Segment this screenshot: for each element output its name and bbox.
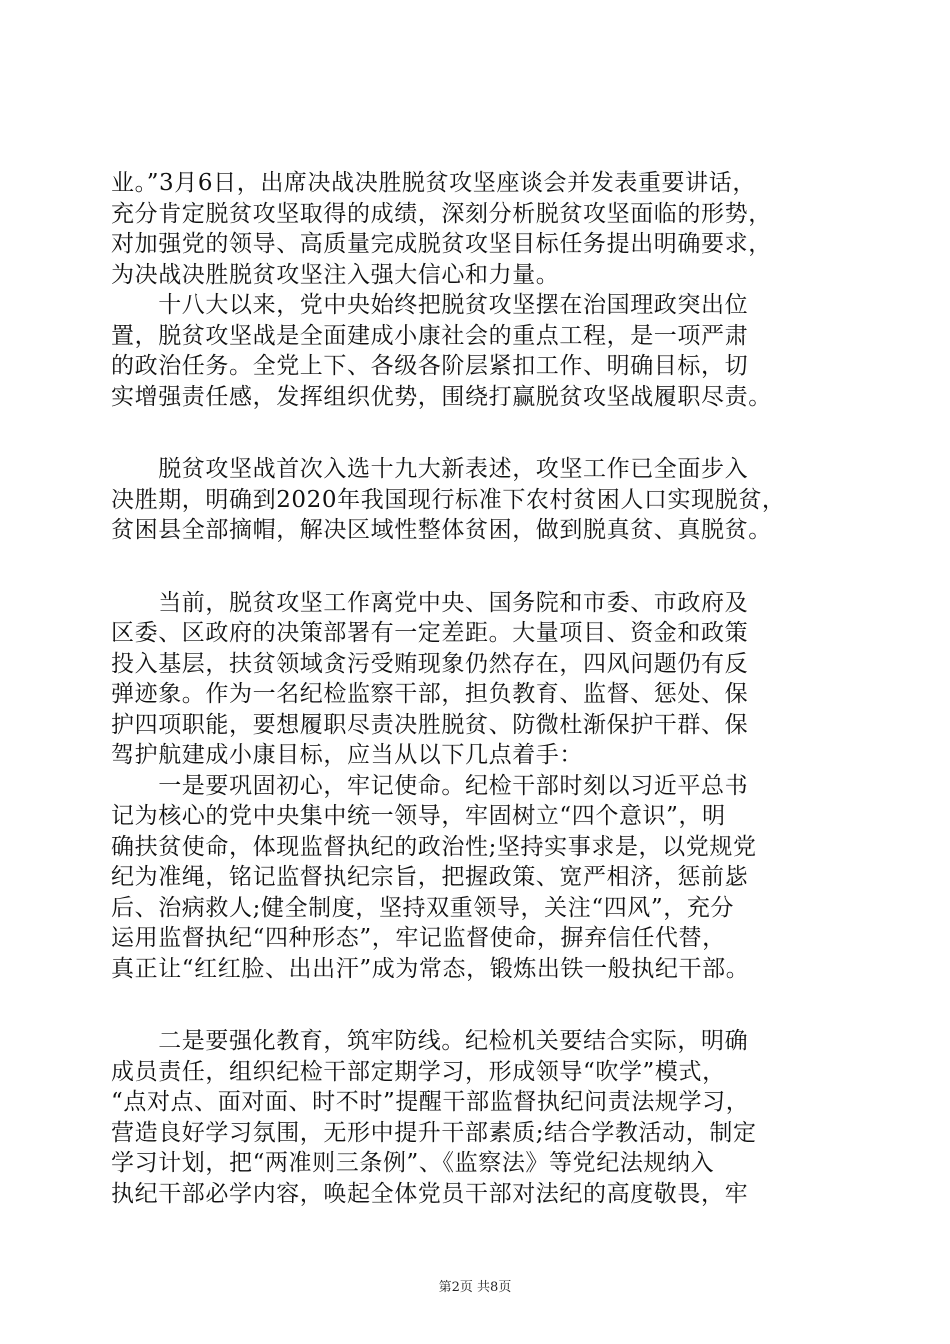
text-line: 区委、区政府的决策部署有一定差距。大量项目、资金和政策 <box>111 620 749 646</box>
text-block-4 <box>111 1026 851 1209</box>
text-line: 后、治病救人;健全制度，坚持双重领导，关注“四风”，充分 <box>111 894 735 921</box>
text-line: 驾护航建成小康目标，应当从以下几点着手： <box>111 742 583 768</box>
text-line: 投入基层，扶贫领域贪污受贿现象仍然存在，四风问题仍有反 <box>111 650 749 677</box>
text-line: 充分肯定脱贫攻坚取得的成绩，深刻分析脱贫攻坚面临的形势， <box>111 200 772 227</box>
text-line: 的政治任务。全党上下、各级各阶层紧扣工作、明确目标，切 <box>111 353 749 379</box>
text-line: 营造良好学习氛围，无形中提升干部素质;结合学教活动，制定 <box>111 1119 757 1146</box>
text-line: 脱贫攻坚战首次入选十九大新表述，攻坚工作已全面步入 <box>111 456 749 482</box>
text-line: 对加强党的领导、高质量完成脱贫攻坚目标任务提出明确要求， <box>111 231 772 257</box>
paragraph-gap <box>111 984 851 1026</box>
text-line: 执纪干部必学内容，唤起全体党员干部对法纪的高度敬畏，牢 <box>111 1180 749 1207</box>
text-block-1 <box>111 168 851 412</box>
text-line: 当前，脱贫攻坚工作离党中央、国务院和市委、市政府及 <box>111 589 749 616</box>
text-line: 弹迹象。作为一名纪检监察干部，担负教育、监督、惩处、保 <box>111 681 749 707</box>
text-line: 决胜期，明确到2020年我国现行标准下农村贫困人口实现脱贫， <box>111 486 786 513</box>
paragraph-gap <box>111 412 851 454</box>
text-line: “点对点、面对面、时不时”提醒干部监督执纪问责法规学习， <box>111 1089 750 1115</box>
text-line: 贫困县全部摘帽，解决区域性整体贫困，做到脱真贫、真脱贫。 <box>111 517 772 543</box>
text-line: 十八大以来，党中央始终把脱贫攻坚摆在治国理政突出位 <box>111 292 749 318</box>
text-line: 运用监督执纪“四种形态”，牢记监督使命，摒弃信任代替， <box>111 925 726 951</box>
text-line: 确扶贫使命，体现监督执纪的政治性;坚持实事求是，以党规党 <box>111 833 757 860</box>
text-line: 业。”3月6日，出席决战决胜脱贫攻坚座谈会并发表重要讲话， <box>111 170 756 196</box>
text-line: 置，脱贫攻坚战是全面建成小康社会的重点工程，是一项严肃 <box>111 322 749 349</box>
text-line: 一是要巩固初心，牢记使命。纪检干部时刻以习近平总书 <box>111 772 749 799</box>
document-body <box>111 168 851 1209</box>
text-line: 实增强责任感，发挥组织优势，围绕打赢脱贫攻坚战履职尽责。 <box>111 383 772 410</box>
text-line: 真正让“红红脸、出出汗”成为常态，锻炼出铁一般执纪干部。 <box>111 955 750 982</box>
text-line: 为决战决胜脱贫攻坚注入强大信心和力量。 <box>111 261 560 288</box>
text-line: 记为核心的党中央集中统一领导，牢固树立“四个意识”，明 <box>111 803 726 829</box>
text-line: 二是要强化教育，筑牢防线。纪检机关要结合实际，明确 <box>111 1028 749 1054</box>
paragraph-gap <box>111 546 851 588</box>
text-block-2 <box>111 454 851 546</box>
page-number-footer: 第2页 共8页 <box>438 1280 512 1295</box>
text-line: 护四项职能，要想履职尽责决胜脱贫、防微杜渐保护干群、保 <box>111 711 749 738</box>
text-line: 纪为准绳，铭记监督执纪宗旨，把握政策、宽严相济，惩前毖 <box>111 864 749 890</box>
text-line: 学习计划，把“两准则三条例”、《监察法》等党纪法规纳入 <box>111 1150 715 1176</box>
text-block-3 <box>111 588 851 985</box>
text-line: 成员责任，组织纪检干部定期学习，形成领导“吹学”模式， <box>111 1058 726 1085</box>
